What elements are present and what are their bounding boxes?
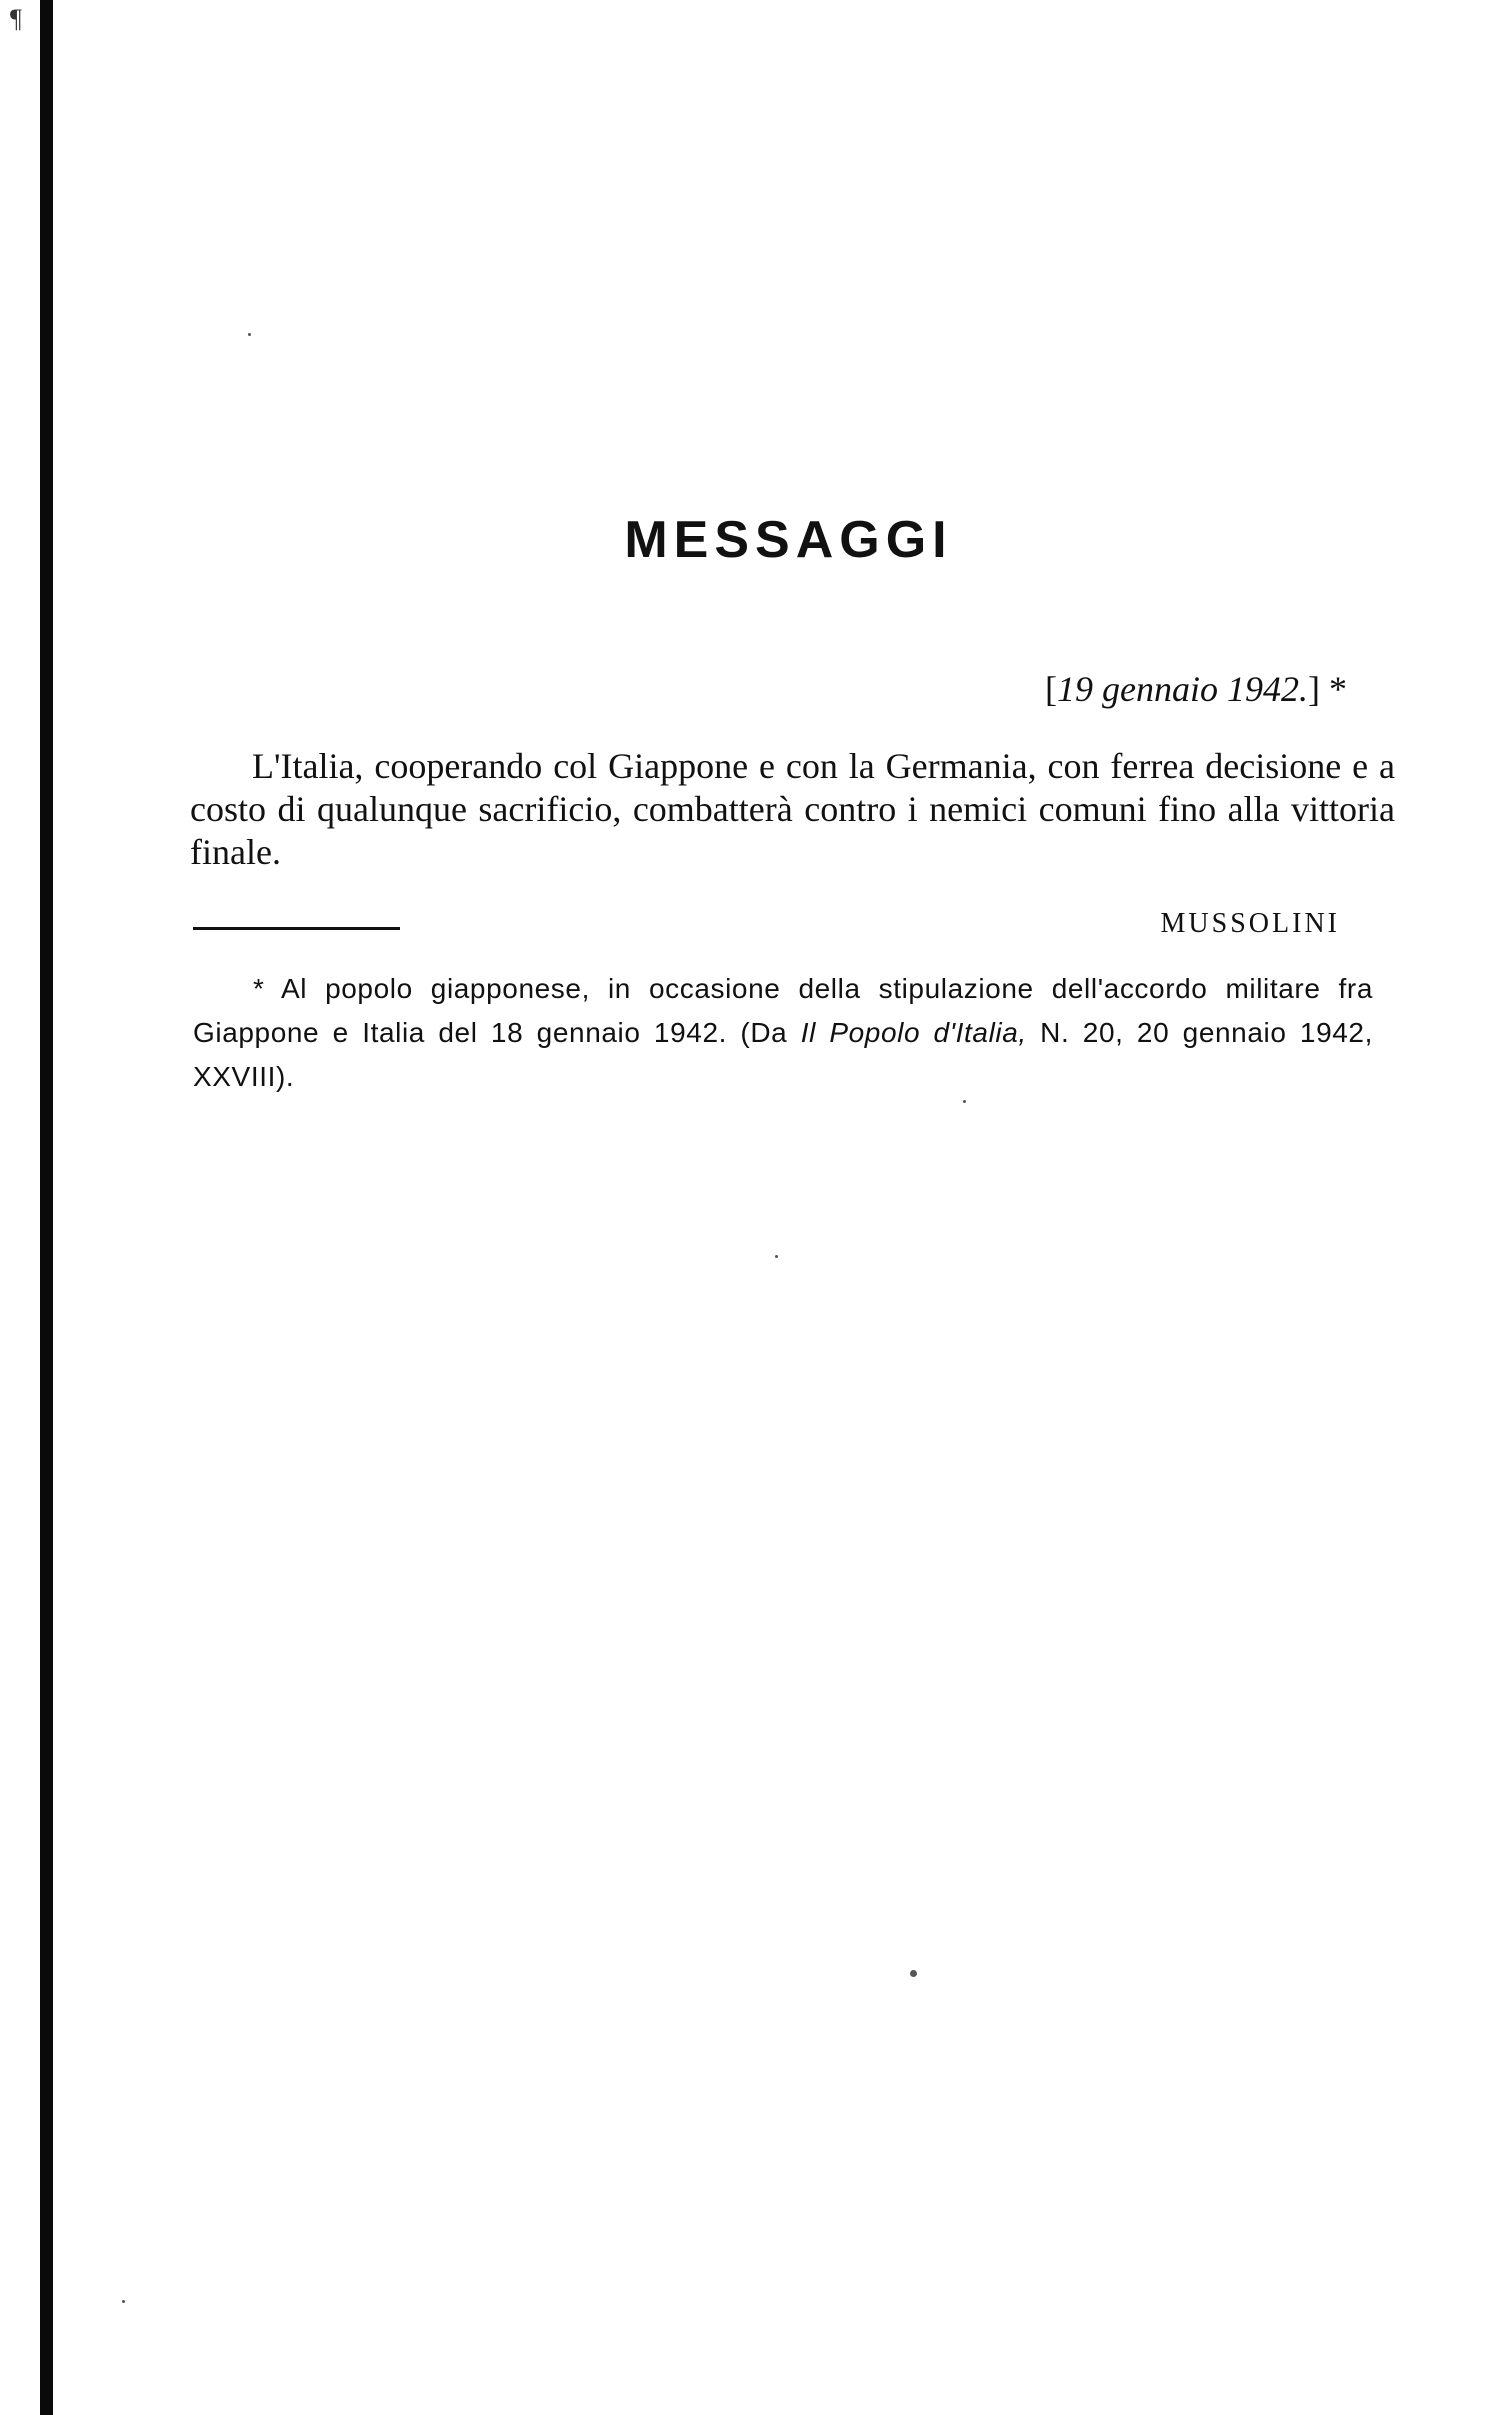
date-text: 19 gennaio 1942. [1057, 669, 1308, 709]
scan-speck [122, 2300, 125, 2303]
scan-speck [910, 1970, 917, 1977]
scan-speck [963, 1100, 966, 1103]
page-title: MESSAGGI [624, 511, 953, 569]
footnote-text-start: * Al popolo giapponese, in occasione della stipulazione dell'accordo militare fra Giappone e Italia del 18 gennaio 1942. (Da [193, 973, 1373, 1048]
binding-edge [40, 0, 53, 2415]
footnote [193, 967, 1373, 1099]
message-body: L'Italia, cooperando col Giappone e con la Germania, con ferrea decisione e a costo di qualunque sacrificio, combatterà contro i nemici comuni fino alla vittoria finale. [190, 746, 1395, 872]
scan-speck [775, 1255, 778, 1258]
footnote-source: Il Popolo d'Italia, [800, 1017, 1027, 1048]
scan-mark: ¶ [10, 4, 22, 33]
scan-speck [248, 333, 251, 336]
footnote-text-end: N. 20, 20 gennaio 1942, XXVIII). [193, 1017, 1373, 1092]
footnote-divider [193, 927, 400, 930]
date-line [1045, 668, 1347, 710]
date-close: ] * [1308, 669, 1347, 709]
signature: MUSSOLINI [1160, 908, 1340, 939]
date-open: [ [1045, 669, 1058, 709]
